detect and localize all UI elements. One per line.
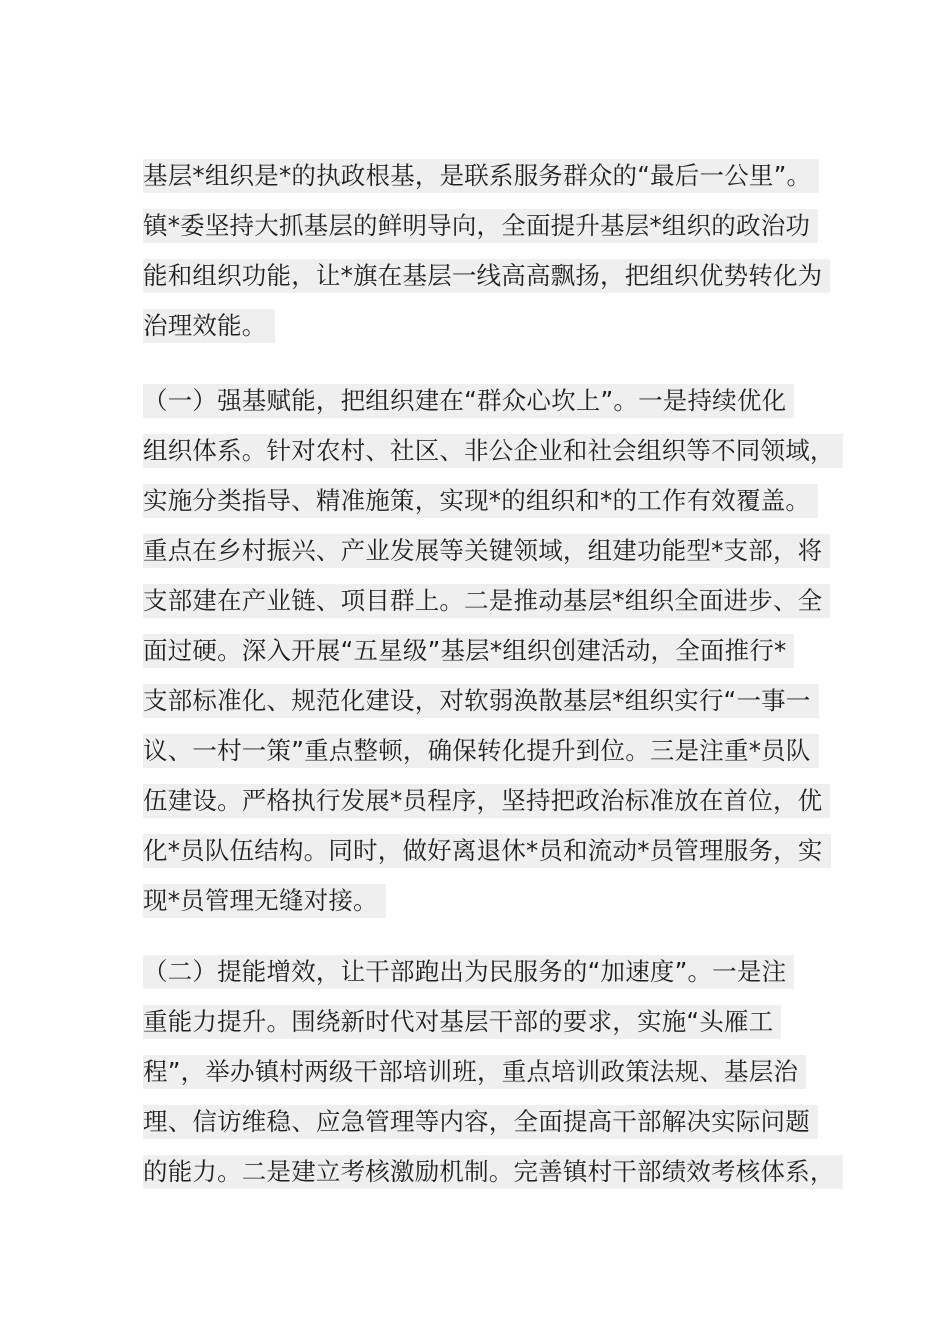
- text-line-content: 支部建在产业链、项目群上。二是推动基层*组织全面进步、全: [143, 584, 830, 618]
- text-line: [143, 525, 823, 575]
- text-line: [143, 425, 835, 475]
- paragraph-section-two: [143, 946, 835, 1196]
- text-line-content: 组织体系。针对农村、社区、非公企业和社会组织等不同领域，: [143, 434, 843, 468]
- text-line-content: （一）强基赋能，把组织建在“群众心坎上”。一是持续优化: [143, 384, 794, 418]
- text-line-content: 的能力。二是建立考核激励机制。完善镇村干部绩效考核体系，: [143, 1155, 843, 1189]
- text-line: [143, 675, 823, 725]
- text-line: [143, 575, 823, 625]
- text-line-content: 基层*组织是*的执政根基，是联系服务群众的“最后一公里”。: [143, 159, 819, 193]
- text-line-content: 化*员队伍结构。同时，做好离退休*员和流动*员管理服务，实: [143, 834, 831, 868]
- text-line-content: （二）提能增效，让干部跑出为民服务的“加速度”。一是注: [143, 955, 794, 989]
- text-line: [143, 875, 823, 925]
- paragraph-intro: [143, 150, 823, 350]
- text-line-content: 程”，举办镇村两级干部培训班，重点培训政策法规、基层治: [143, 1055, 806, 1089]
- text-line: [143, 625, 823, 675]
- text-line: [143, 1096, 823, 1146]
- text-line-content: 议、一村一策”重点整顿，确保转化提升到位。三是注重*员队: [143, 734, 819, 768]
- text-line-content: 实施分类指导、精准施策，实现*的组织和*的工作有效覆盖。: [143, 484, 818, 518]
- text-line-content: 治理效能。: [143, 309, 275, 343]
- text-line: [143, 825, 823, 875]
- text-line: [143, 150, 823, 200]
- text-line: [143, 200, 823, 250]
- text-line: [143, 375, 823, 425]
- text-line: [143, 475, 823, 525]
- text-line: [143, 775, 823, 825]
- text-line: [143, 1146, 835, 1196]
- text-line-content: 现*员管理无缝对接。: [143, 884, 386, 918]
- text-line-content: 重能力提升。围绕新时代对基层干部的要求，实施“头雁工: [143, 1005, 781, 1039]
- text-line: [143, 300, 823, 350]
- text-line-content: 支部标准化、规范化建设，对软弱涣散基层*组织实行“一事一: [143, 684, 819, 718]
- text-line: [143, 996, 823, 1046]
- text-line: [143, 946, 823, 996]
- paragraph-section-one: [143, 375, 835, 925]
- text-line-content: 重点在乡村振兴、产业发展等关键领域，组建功能型*支部，将: [143, 534, 830, 568]
- text-line: [143, 1046, 823, 1096]
- text-line-content: 能和组织功能，让*旗在基层一线高高飘扬，把组织优势转化为: [143, 259, 830, 293]
- text-line-content: 面过硬。深入开展“五星级”基层*组织创建活动，全面推行*: [143, 634, 794, 668]
- text-line-content: 镇*委坚持大抓基层的鲜明导向，全面提升基层*组织的政治功: [143, 209, 818, 243]
- text-line: [143, 725, 823, 775]
- text-line-content: 伍建设。严格执行发展*员程序，坚持把政治标准放在首位，优: [143, 784, 830, 818]
- text-line: [143, 250, 823, 300]
- text-line-content: 理、信访维稳、应急管理等内容，全面提高干部解决实际问题: [143, 1105, 818, 1139]
